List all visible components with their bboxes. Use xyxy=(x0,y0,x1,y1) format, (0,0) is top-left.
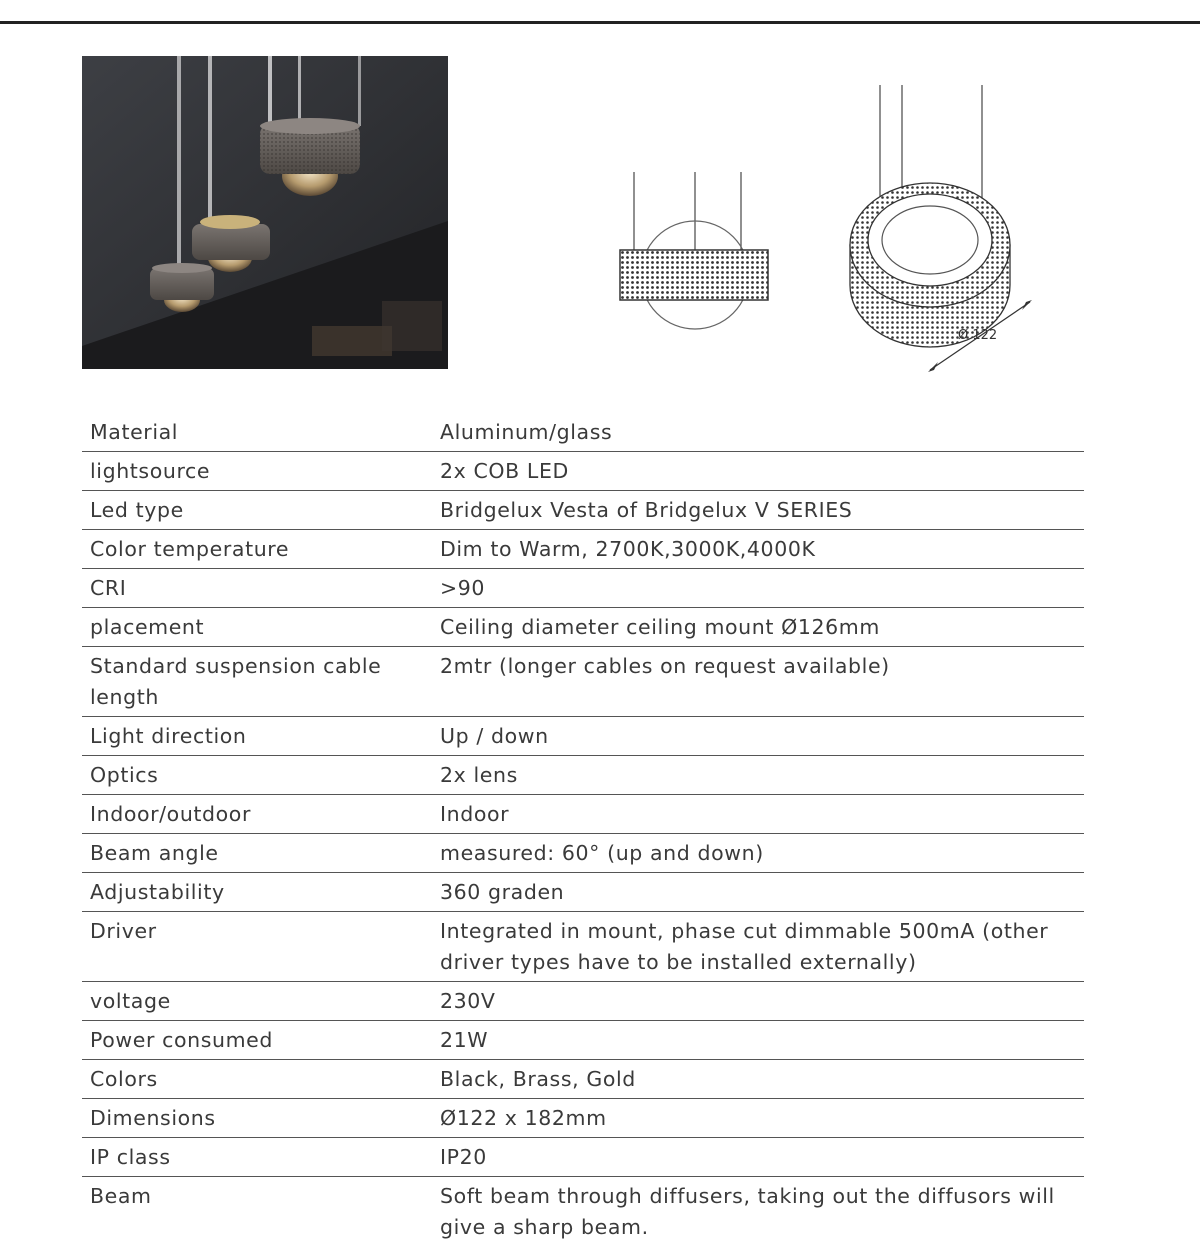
spec-row xyxy=(82,608,1084,647)
spec-value: 230V xyxy=(440,982,1084,1021)
spec-label: Optics xyxy=(82,756,440,795)
spec-value: Integrated in mount, phase cut dimmable 500mA (other driver types have to be installed externally) xyxy=(440,912,1084,982)
spec-value: IP20 xyxy=(440,1138,1084,1177)
spec-value: 2x lens xyxy=(440,756,1084,795)
spec-row xyxy=(82,1177,1084,1246)
spec-row xyxy=(82,1021,1084,1060)
diameter-label: Ø 122 xyxy=(958,328,997,343)
spec-label: voltage xyxy=(82,982,440,1021)
spec-label: Power consumed xyxy=(82,1021,440,1060)
spec-row xyxy=(82,569,1084,608)
spec-value: Soft beam through diffusers, taking out the diffusors will give a sharp beam. xyxy=(440,1177,1084,1246)
spec-label: Beam angle xyxy=(82,834,440,873)
spec-label: Colors xyxy=(82,1060,440,1099)
spec-label: Indoor/outdoor xyxy=(82,795,440,834)
spec-label: Adjustability xyxy=(82,873,440,912)
spec-label: CRI xyxy=(82,569,440,608)
spec-label: Material xyxy=(82,413,440,452)
spec-row xyxy=(82,1138,1084,1177)
spec-value: Ø122 x 182mm xyxy=(440,1099,1084,1138)
spec-row xyxy=(82,1060,1084,1099)
spec-label: Dimensions xyxy=(82,1099,440,1138)
spec-row xyxy=(82,647,1084,717)
spec-value: 360 graden xyxy=(440,873,1084,912)
spec-label: Standard suspension cable length xyxy=(82,647,440,717)
spec-value: Ceiling diameter ceiling mount Ø126mm xyxy=(440,608,1084,647)
spec-value: Dim to Warm, 2700K,3000K,4000K xyxy=(440,530,1084,569)
spec-row xyxy=(82,912,1084,982)
spec-value: 2x COB LED xyxy=(440,452,1084,491)
product-photo xyxy=(82,56,448,369)
spec-table xyxy=(82,413,1084,1246)
spec-label: Led type xyxy=(82,491,440,530)
spec-row xyxy=(82,717,1084,756)
spec-value: Indoor xyxy=(440,795,1084,834)
spec-row xyxy=(82,413,1084,452)
spec-value: Black, Brass, Gold xyxy=(440,1060,1084,1099)
spec-row xyxy=(82,756,1084,795)
spec-value: measured: 60° (up and down) xyxy=(440,834,1084,873)
spec-label: Color temperature xyxy=(82,530,440,569)
spec-label: placement xyxy=(82,608,440,647)
spec-row xyxy=(82,834,1084,873)
front-view-drawing xyxy=(600,160,790,340)
spec-row xyxy=(82,795,1084,834)
spec-value: >90 xyxy=(440,569,1084,608)
spec-row xyxy=(82,873,1084,912)
spec-value: Aluminum/glass xyxy=(440,413,1084,452)
spec-row xyxy=(82,1099,1084,1138)
spec-label: lightsource xyxy=(82,452,440,491)
spec-value: 2mtr (longer cables on request available) xyxy=(440,647,1084,717)
spec-value: Up / down xyxy=(440,717,1084,756)
spec-value: 21W xyxy=(440,1021,1084,1060)
spec-label: Light direction xyxy=(82,717,440,756)
spec-row xyxy=(82,491,1084,530)
spec-value: Bridgelux Vesta of Bridgelux V SERIES xyxy=(440,491,1084,530)
spec-row xyxy=(82,452,1084,491)
top-rule xyxy=(0,21,1200,24)
perspective-drawing xyxy=(830,80,1050,380)
spec-label: Driver xyxy=(82,912,440,982)
spec-row xyxy=(82,982,1084,1021)
spec-label: IP class xyxy=(82,1138,440,1177)
spec-row xyxy=(82,530,1084,569)
spec-label: Beam xyxy=(82,1177,440,1246)
